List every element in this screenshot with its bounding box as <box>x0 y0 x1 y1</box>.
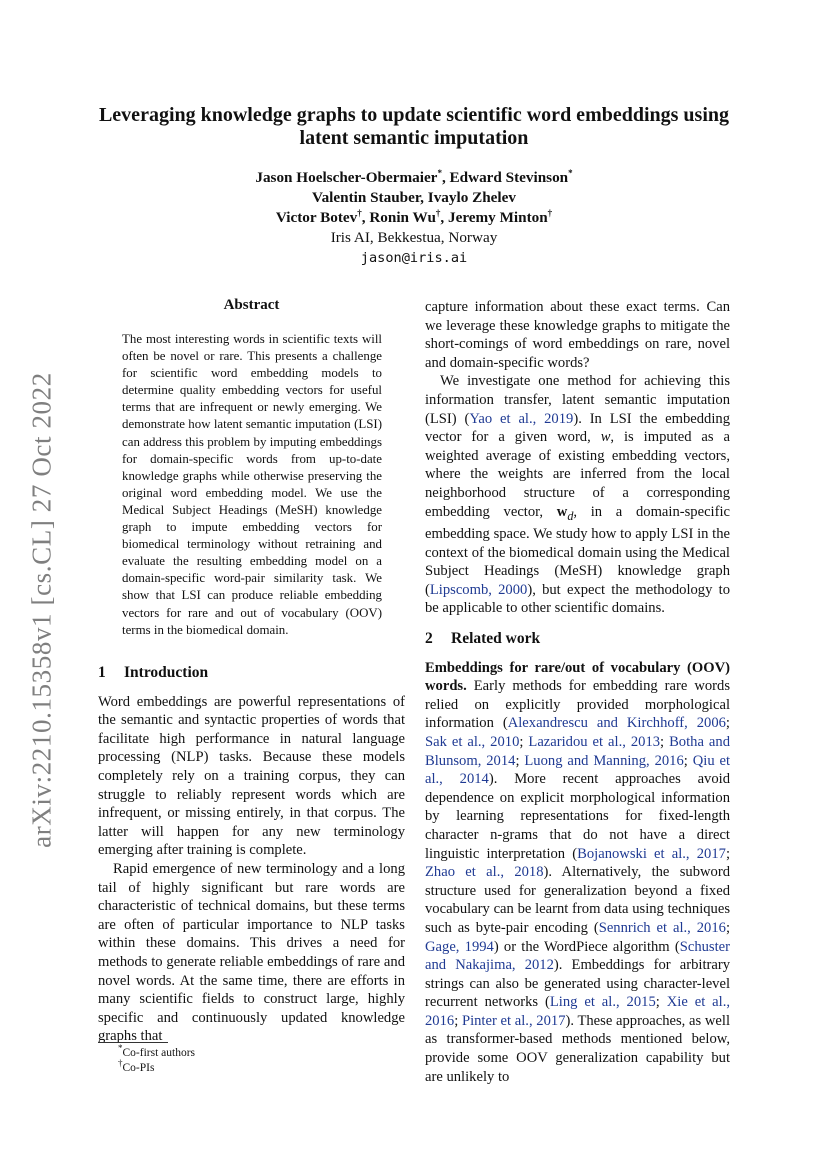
citation-link[interactable]: Sennrich et al., 2016 <box>598 919 726 936</box>
math-subscript: d <box>567 508 574 523</box>
citation-link[interactable]: Alexandrescu and Kirchhoff, 2006 <box>507 715 726 732</box>
section-heading-introduction <box>98 664 405 683</box>
citation-link[interactable]: Xie et al., 2016 <box>425 994 731 1029</box>
text-run: ; <box>515 752 525 769</box>
intro-paragraph-1: Word embeddings are powerful representations of the semantic and syntactic properties of words that facilitate high performance in natural language processing (NLP) tasks. Because these models completely rely on a training corpus, they can struggle to reliably represent words which are infrequent, or missing entirely, in that corpus. The latter will happen for any new terminology emerging after training is complete. <box>98 693 405 859</box>
text-run: We investigate one method for achieving this information transfer, latent semantic imputation (LSI) ( <box>425 373 730 427</box>
citation-link[interactable]: Lazaridou et al., 2013 <box>528 733 661 750</box>
right-paragraph-1: capture information about these exact terms. Can we leverage these knowledge graphs to mitigate the short-comings of word embeddings on rare, novel and domain-specific words? <box>425 299 730 371</box>
citation-link[interactable]: Qiu et al., 2014 <box>425 752 731 788</box>
abstract-text: The most interesting words in scientific texts will often be novel or rare. This presents a challenge for scientific word embedding models to determine quality embedding vectors for useful terms that are infrequent or newly emerging. We demonstrate how latent semantic imputation (LSI) can address this problem by imputing embeddings for domain-specific words from up-to-date knowledge graphs while otherwise preserving the original word embedding model. We use the Medical Subject Headings (MeSH) knowledge graph to impute embedding vectors for biomedical terminology without retraining and evaluate the resulting embedding model on a domain-specific word-pair similarity task. We show that LSI can produce reliable embedding vectors for rare and out of vocabulary (OOV) terms in the biomedical domain. <box>122 332 382 637</box>
abstract-heading: Abstract <box>223 297 280 313</box>
text-run: , in a domain-specific embedding space. We study how to apply LSI in the context of the biomedical domain using the Medical Subject Headings (MeSH) knowledge graph ( <box>425 503 730 598</box>
text-run: ; <box>660 733 670 750</box>
citation-link[interactable]: Schuster and Nakajima, 2012 <box>425 938 730 974</box>
affiliation: Iris AI, Bekkestua, Norway <box>330 229 498 246</box>
related-work-paragraph <box>425 659 730 1087</box>
paragraph-lead: Embeddings for rare/out of vocabulary (OOV) words. <box>425 659 730 695</box>
footnote-rule <box>98 1042 168 1043</box>
co-pi-mark: † <box>435 207 441 218</box>
math-symbol: w <box>600 429 611 446</box>
right-column <box>425 298 730 1086</box>
co-pi-mark: † <box>547 207 553 218</box>
contact-email[interactable]: jason@iris.ai <box>360 250 468 266</box>
text-run: ) or the WordPiece algorithm ( <box>493 938 680 955</box>
co-first-mark: * <box>437 167 442 178</box>
text-run: ; <box>725 919 731 936</box>
citation-link[interactable]: Botha and Blunsom, 2014 <box>425 733 730 769</box>
footnote-mark: * <box>118 1043 123 1054</box>
text-run: ; <box>725 845 730 862</box>
footnote-mark: † <box>118 1058 123 1069</box>
author-line-1: Jason Hoelscher-Obermaier*, Edward Stevinson* <box>255 167 573 186</box>
author-block <box>60 168 768 268</box>
section-title: Introduction <box>124 664 209 681</box>
text-run: , is imputed as a weighted average of existing embedding vectors, where the weights are inferred from the local neighborhood structure of a corresponding embedding vector, <box>425 429 730 520</box>
section-heading-related-work <box>425 630 730 649</box>
section-number: 1 <box>98 664 106 681</box>
author-name: Ronin Wu <box>369 209 436 226</box>
footnote-text: Co-PIs <box>122 1062 155 1074</box>
citation-link[interactable]: Pinter et al., 2017 <box>461 1012 566 1029</box>
text-run: ; <box>725 715 730 732</box>
title-line-2: latent semantic imputation <box>299 127 529 149</box>
citation-link[interactable]: Ling et al., 2015 <box>549 994 656 1011</box>
footnote-co-pi <box>98 1058 195 1076</box>
text-run: ), but expect the methodology to be applicable to other scientific domains. <box>425 581 730 617</box>
intro-paragraph-2: Rapid emergence of new terminology and a long tail of highly significant but rare words are characteristic of technical domains, but these terms are often of particular importance to NLP tasks within these domains. This drives a need for methods to generate reliable embeddings of rare and novel words. At the same time, there are efforts in many scientific fields to construct large, highly specific and continuously updated knowledge graphs that <box>98 860 405 1045</box>
title-line-1: Leveraging knowledge graphs to update scientific word embeddings using <box>98 104 730 126</box>
left-column-intro <box>98 664 405 1046</box>
text-run: ; <box>683 752 693 769</box>
author-name: Edward Stevinson <box>449 169 569 186</box>
citation-link[interactable]: Lipscomb, 2000 <box>429 581 528 598</box>
right-paragraph-2 <box>425 372 730 618</box>
citation-link[interactable]: Zhao et al., 2018 <box>425 864 544 881</box>
paper-title <box>60 104 768 150</box>
author-line-2: Valentin Stauber, Ivaylo Zhelev <box>312 189 516 206</box>
citation-link[interactable]: Sak et al., 2010 <box>425 733 520 750</box>
author-name: Jeremy Minton <box>447 209 548 226</box>
text-run: ). These approaches, as well as transformer-based methods mentioned below, provide some OOV generalization capability but are unlikely to <box>425 1012 730 1085</box>
footnote-text: Co-first authors <box>122 1047 196 1059</box>
abstract-body <box>122 331 382 639</box>
arxiv-identifier: arXiv:2210.15358v1 [cs.CL] 27 Oct 2022 <box>26 372 57 848</box>
math-symbol: w <box>556 503 568 520</box>
text-run: Early methods for embedding rare words relied on explicitly provided morphological information ( <box>425 678 730 732</box>
text-run: ; <box>454 1012 462 1029</box>
footnotes <box>98 1043 196 1076</box>
citation-link[interactable]: Gage, 1994 <box>425 938 494 955</box>
text-run: ). More recent approaches avoid dependence on explicit morphological information by learning representations for fixed-length character n-grams that do not have a direct linguistic interpretation ( <box>425 771 730 862</box>
arxiv-side-stamp <box>22 365 62 855</box>
citation-link[interactable]: Yao et al., 2019 <box>469 410 574 427</box>
citation-link[interactable]: Bojanowski et al., 2017 <box>577 845 726 862</box>
citation-link[interactable]: Luong and Manning, 2016 <box>524 752 684 769</box>
author-name: Victor Botev <box>275 209 358 226</box>
section-title: Related work <box>451 630 541 647</box>
text-run: ; <box>655 994 667 1011</box>
text-run: ). Alternatively, the subword structure used for generalization beyond a fixed vocabulary can be learnt from data using techniques such as byte-pair encoding ( <box>425 864 730 936</box>
text-run: ). Embeddings for arbitrary strings can also be generated using character-level recurrent networks ( <box>425 957 730 1011</box>
author-line-3: Victor Botev†, Ronin Wu†, Jeremy Minton† <box>275 207 553 226</box>
co-first-mark: * <box>568 167 573 178</box>
text-run: ). In LSI the embedding vector for a given word, <box>425 410 730 446</box>
section-number: 2 <box>425 630 433 647</box>
author-name: Jason Hoelscher-Obermaier <box>255 169 438 186</box>
co-pi-mark: † <box>357 207 362 218</box>
text-run: ; <box>519 733 529 750</box>
footnote-co-first <box>98 1043 196 1061</box>
